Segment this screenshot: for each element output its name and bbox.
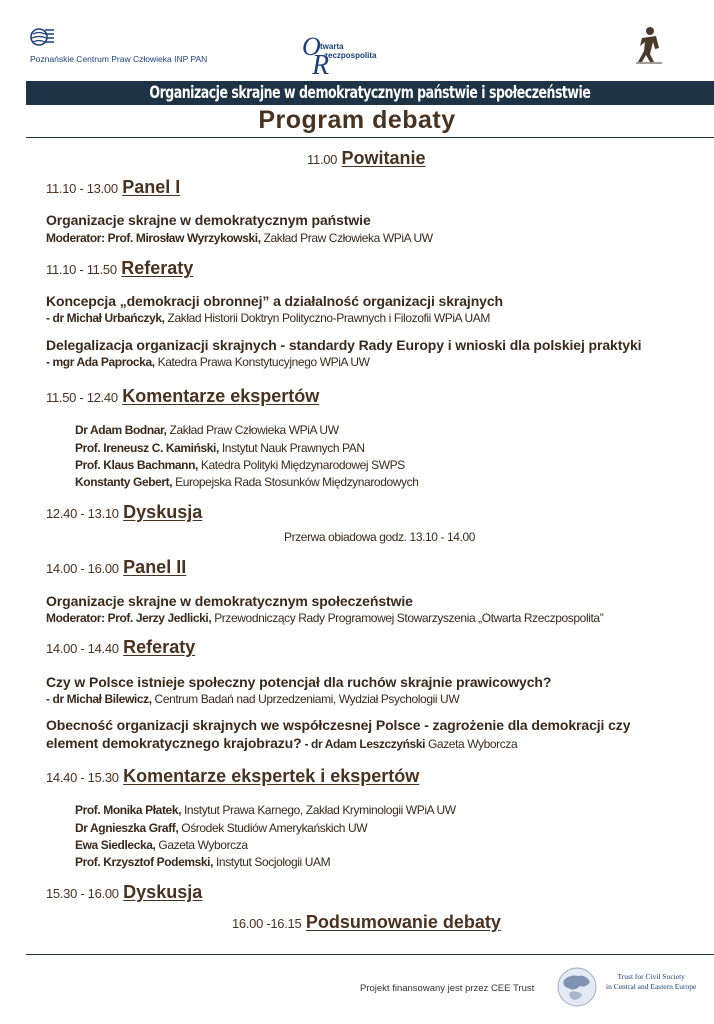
referaty1-heading: Referaty: [121, 258, 194, 278]
title-divider: [26, 137, 714, 138]
expert-name: Dr Adam Bodnar,: [75, 423, 167, 437]
trust-line-2: in Central and Eastern Europe: [606, 982, 697, 991]
expert-row: [75, 458, 405, 472]
panel2-moderator: [46, 611, 603, 625]
event-banner: [26, 81, 714, 105]
speaker-affiliation: Katedra Prawa Konstytucyjnego WPiA UW: [154, 355, 370, 369]
speaker-name: - dr Adam Leszczyński: [301, 737, 426, 751]
speaker-name: - mgr Ada Paprocka,: [46, 355, 155, 369]
komentarze2-row: [46, 766, 419, 787]
inp-pan-logo-text: Poznańskie Centrum Praw Człowieka INP PAN: [30, 54, 208, 64]
komentarze2-heading: Komentarze ekspertek i ekspertów: [123, 766, 420, 786]
lunch-break: Przerwa obiadowa godz. 13.10 - 14.00: [284, 530, 476, 544]
dyskusja1-time: 12.40 - 13.10: [46, 506, 119, 521]
panel2-row: [46, 557, 186, 578]
referat2-topic: Delegalizacja organizacji skrajnych - standardy Rady Europy i wnioski dla polskiej praktyki: [46, 337, 642, 353]
footer-divider: [26, 954, 714, 955]
panel2-heading: Panel II: [123, 557, 187, 577]
speaker-affiliation: Zakład Historii Doktryn Polityczno-Prawnych i Filozofii WPiA UAM: [164, 311, 491, 325]
panel1-row: [46, 177, 180, 198]
cee-trust-globe-icon: [556, 966, 598, 1008]
otwarta-rzeczpospolita-logo: [302, 32, 412, 81]
trust-line-1: Trust for Civil Society: [617, 972, 685, 981]
logo-letter-r: R: [312, 50, 330, 81]
expert-affiliation: Ośrodek Studiów Amerykańskich UW: [178, 821, 368, 835]
speaker-name: - dr Michał Urbańczyk,: [46, 311, 165, 325]
expert-affiliation: Instytut Prawa Karnego, Zakład Kryminologii WPiA UW: [181, 803, 456, 817]
expert-name: Konstanty Gebert,: [75, 475, 173, 489]
summary-row: [232, 912, 501, 933]
referat2-speaker: [46, 355, 370, 369]
komentarze1-heading: Komentarze ekspertów: [122, 386, 320, 406]
welcome-row: [307, 148, 426, 169]
moderator-affiliation: Przewodniczący Rady Programowej Stowarzyszenia „Otwarta Rzeczpospolita”: [211, 611, 604, 625]
inp-pan-logo: [30, 26, 56, 48]
expert-affiliation: Instytut Nauk Prawnych PAN: [218, 441, 365, 455]
expert-row: [75, 475, 419, 489]
logo-letter-o: O: [302, 32, 321, 61]
dyskusja2-heading: Dyskusja: [123, 882, 203, 902]
panel1-heading: Panel I: [122, 177, 181, 197]
referaty1-time: 11.10 - 11.50: [46, 262, 117, 277]
funding-note: Projekt finansowany jest przez CEE Trust: [360, 983, 535, 994]
expert-row: [75, 423, 339, 437]
globe-logo-icon: [30, 26, 56, 48]
expert-name: Prof. Ireneusz C. Kamiński,: [75, 441, 219, 455]
dyskusja2-row: [46, 882, 202, 903]
expert-affiliation: Katedra Polityki Międzynarodowej SWPS: [197, 458, 405, 472]
logo-line-1: twarta: [320, 42, 344, 51]
expert-affiliation: Instytut Socjologii UAM: [213, 855, 331, 869]
referat3-topic: Czy w Polsce istnieje społeczny potencjał dla ruchów skrajnie prawicowych?: [46, 674, 552, 690]
expert-affiliation: Europejska Rada Stosunków Międzynarodowych: [172, 475, 419, 489]
cee-trust-logo-text: [606, 972, 696, 992]
moderator-name: Moderator: Prof. Jerzy Jedlicki,: [46, 611, 212, 625]
panel1-time: 11.10 - 13.00: [46, 181, 118, 196]
komentarze1-time: 11.50 - 12.40: [46, 390, 118, 405]
expert-name: Ewa Siedlecka,: [75, 838, 156, 852]
welcome-heading: Powitanie: [341, 148, 426, 168]
expert-name: Prof. Krzysztof Podemski,: [75, 855, 214, 869]
panel1-topic: Organizacje skrajne w demokratycznym państwie: [46, 212, 371, 228]
moderator-affiliation: Zakład Praw Człowieka WPiA UW: [260, 231, 433, 245]
panel1-moderator: [46, 231, 433, 245]
referat1-speaker: [46, 311, 490, 325]
referaty2-heading: Referaty: [123, 637, 196, 657]
komentarze2-time: 14.40 - 15.30: [46, 770, 119, 785]
page-title: Program debaty: [258, 106, 456, 134]
dyskusja2-time: 15.30 - 16.00: [46, 886, 119, 901]
dyskusja1-row: [46, 502, 202, 523]
panel2-time: 14.00 - 16.00: [46, 561, 119, 576]
referaty2-time: 14.00 - 14.40: [46, 641, 119, 656]
expert-row: [75, 855, 330, 869]
speaker-name: - dr Michał Bilewicz,: [46, 692, 152, 706]
banner-text: Organizacje skrajne w demokratycznym państwie i społeczeństwie: [149, 83, 591, 103]
referaty2-row: [46, 637, 195, 658]
komentarze1-row: [46, 386, 319, 407]
referat1-topic: Koncepcja „demokracji obronnej” a działalność organizacji skrajnych: [46, 293, 504, 309]
panel2-topic: Organizacje skrajne w demokratycznym społeczeństwie: [46, 593, 413, 609]
expert-affiliation: Gazeta Wyborcza: [155, 838, 248, 852]
expert-name: Prof. Klaus Bachmann,: [75, 458, 198, 472]
referaty1-row: [46, 258, 193, 279]
summary-heading: Podsumowanie debaty: [305, 912, 501, 932]
referat4-topic-end: element demokratycznego krajobrazu?: [46, 735, 302, 751]
human-rights-figure-icon: [628, 24, 668, 66]
expert-row: [75, 441, 365, 455]
expert-affiliation: Zakład Praw Człowieka WPiA UW: [166, 423, 339, 437]
welcome-time: 11.00: [307, 152, 338, 167]
referat4-topic-line2: [46, 735, 517, 753]
dyskusja1-heading: Dyskusja: [123, 502, 203, 522]
expert-row: [75, 803, 456, 817]
speaker-affiliation: Gazeta Wyborcza: [425, 737, 518, 751]
moderator-name: Moderator: Prof. Mirosław Wyrzykowski,: [46, 231, 261, 245]
expert-name: Prof. Monika Płatek,: [75, 803, 182, 817]
logo-line-2: zeczpospolita: [324, 51, 377, 60]
expert-row: [75, 838, 248, 852]
speaker-affiliation: Centrum Badań nad Uprzedzeniami, Wydział Psychologii UW: [151, 692, 460, 706]
summary-time: 16.00 -16.15: [232, 916, 302, 931]
referat4-topic-line1: Obecność organizacji skrajnych we współczesnej Polsce - zagrożenie dla demokracji czy: [46, 717, 631, 733]
expert-name: Dr Agnieszka Graff,: [75, 821, 179, 835]
referat3-speaker: [46, 692, 459, 706]
expert-row: [75, 821, 367, 835]
